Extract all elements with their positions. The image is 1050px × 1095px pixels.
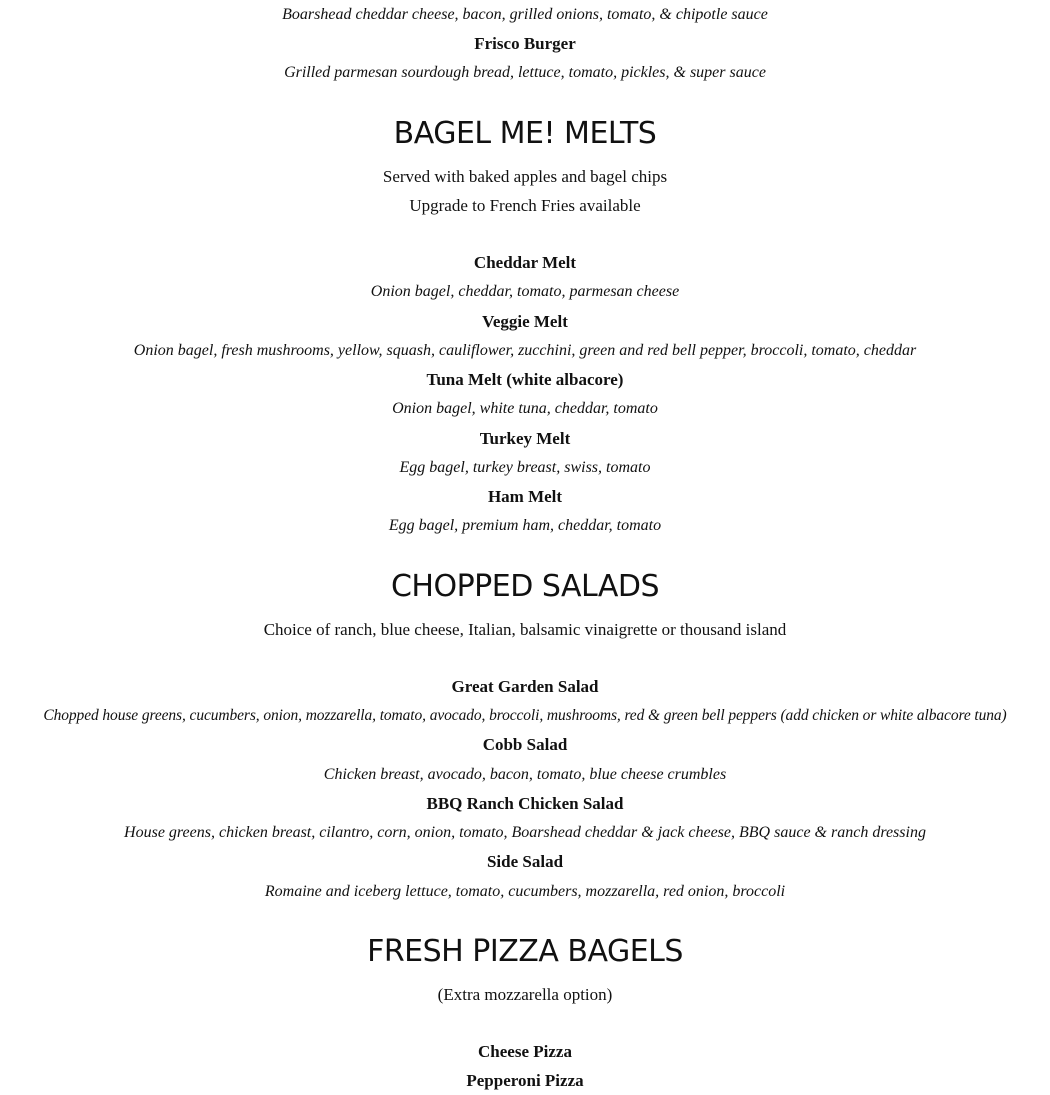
menu-item-description: Chicken breast, avocado, bacon, tomato, blue cheese crumbles [323, 766, 727, 783]
burger-item-description: Boarshead cheddar cheese, bacon, grilled onions, tomato, & chipotle sauce [282, 6, 768, 23]
menu-item-name: Cobb Salad [482, 735, 568, 754]
section-heading-pizza: FRESH PIZZA BAGELS [367, 934, 683, 969]
menu-item-name: Veggie Melt [482, 312, 568, 331]
burger-item-description: Grilled parmesan sourdough bread, lettuce, tomato, pickles, & super sauce [284, 64, 766, 81]
menu-item-name: Turkey Melt [479, 429, 571, 448]
menu-item-name: Great Garden Salad [451, 677, 599, 696]
section-note: (Extra mozzarella option) [437, 985, 613, 1004]
menu-item-description: Romaine and iceberg lettuce, tomato, cucumbers, mozzarella, red onion, broccoli [264, 883, 786, 900]
menu-item-description: House greens, chicken breast, cilantro, corn, onion, tomato, Boarshead cheddar & jack cheese, BBQ sauce & ranch dressing [124, 824, 926, 841]
menu-item-name: Tuna Melt (white albacore) [426, 370, 624, 389]
section-note: Served with baked apples and bagel chips [382, 167, 668, 186]
section-heading-melts: BAGEL ME! MELTS [393, 116, 657, 151]
menu-item-name: Side Salad [486, 852, 564, 871]
menu-item-description: Egg bagel, premium ham, cheddar, tomato [388, 517, 662, 534]
section-heading-salads: CHOPPED SALADS [390, 569, 660, 604]
menu-item-name: Cheese Pizza [478, 1042, 572, 1061]
menu-item-description: Egg bagel, turkey breast, swiss, tomato [399, 459, 651, 476]
section-note: Upgrade to French Fries available [409, 196, 641, 215]
menu-item-name: BBQ Ranch Chicken Salad [426, 794, 624, 813]
section-note: Choice of ranch, blue cheese, Italian, balsamic vinaigrette or thousand island [263, 620, 787, 639]
menu-item-description: Chopped house greens, cucumbers, onion, mozzarella, tomato, avocado, broccoli, mushrooms, red & green bell peppers (add chicken or white albacore tuna) [43, 707, 1007, 724]
burger-item-name: Frisco Burger [474, 34, 576, 53]
menu-item-description: Onion bagel, cheddar, tomato, parmesan cheese [370, 283, 680, 300]
menu-item-description: Onion bagel, white tuna, cheddar, tomato [392, 400, 658, 417]
menu-item-name: Ham Melt [487, 487, 563, 506]
menu-item-name: Pepperoni Pizza [466, 1071, 584, 1090]
menu-item-description: Onion bagel, fresh mushrooms, yellow, squash, cauliflower, zucchini, green and red bell pepper, broccoli, tomato, cheddar [133, 342, 917, 359]
menu-item-name: Cheddar Melt [473, 253, 577, 272]
